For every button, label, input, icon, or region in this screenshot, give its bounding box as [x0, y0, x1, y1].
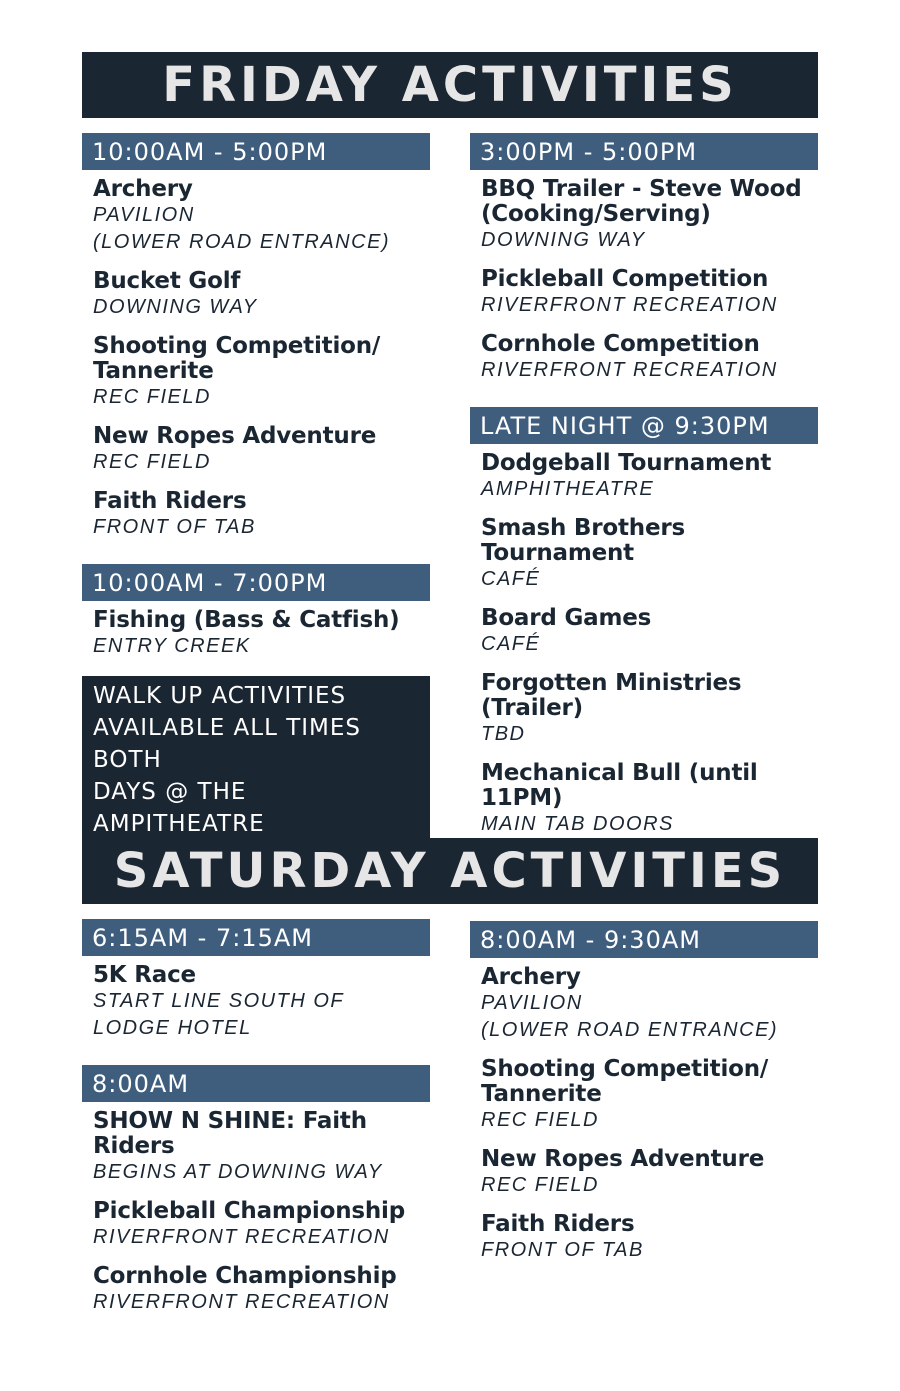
activity-name: Shooting Competition/ Tannerite [481, 1056, 769, 1107]
activity-name: Forgotten Ministries (Trailer) [481, 670, 742, 721]
activity-location: DOWNING WAY [481, 229, 646, 251]
activity-location: CAFÉ [481, 568, 541, 590]
activity-name: 5K Race [93, 962, 196, 988]
saturday-left-column [82, 919, 430, 1329]
activity-location: AMPHITHEATRE [481, 478, 655, 500]
activity-location: PAVILION (LOWER ROAD ENTRANCE) [481, 992, 779, 1041]
activity-name: Archery [481, 964, 581, 990]
activity-location: REC FIELD [481, 1174, 599, 1196]
activity-location: DOWNING WAY [93, 296, 258, 318]
activity-item [470, 332, 818, 384]
activity-name: Pickleball Championship [93, 1198, 405, 1224]
activity-item [82, 177, 430, 256]
activity-name: BBQ Trailer - Steve Wood (Cooking/Serving) [481, 176, 802, 227]
activity-location: RIVERFRONT RECREATION [93, 1291, 390, 1313]
activity-location: BEGINS AT DOWNING WAY [93, 1161, 383, 1183]
activity-location: TBD [481, 723, 526, 745]
saturday-title-banner: SATURDAY ACTIVITIES [82, 838, 818, 904]
activity-location: MAIN TAB DOORS [481, 813, 674, 835]
activity-name: Board Games [481, 605, 652, 631]
activity-name: Dodgeball Tournament [481, 450, 772, 476]
activity-name: Cornhole Competition [481, 331, 760, 357]
activity-location: REC FIELD [481, 1109, 599, 1131]
activity-item [82, 608, 430, 660]
activity-location: FRONT OF TAB [481, 1239, 644, 1261]
activity-item [82, 1199, 430, 1251]
saturday-right-column [470, 921, 818, 1277]
activity-location: FRONT OF TAB [93, 516, 256, 538]
activity-item [470, 671, 818, 748]
activity-item [82, 334, 430, 411]
activity-item [470, 516, 818, 593]
activity-name: Faith Riders [93, 488, 247, 514]
time-header: 8:00AM - 9:30AM [470, 921, 818, 958]
time-header: 6:15AM - 7:15AM [82, 919, 430, 956]
activity-item [470, 267, 818, 319]
activity-item [82, 424, 430, 476]
time-header: 8:00AM [82, 1065, 430, 1102]
activity-location: ENTRY CREEK [93, 635, 251, 657]
time-header: LATE NIGHT @ 9:30PM [470, 407, 818, 444]
activity-name: Pickleball Competition [481, 266, 769, 292]
time-header: 10:00AM - 5:00PM [82, 133, 430, 170]
activity-name: New Ropes Adventure [93, 423, 377, 449]
activity-name: New Ropes Adventure [481, 1146, 765, 1172]
activity-location: RIVERFRONT RECREATION [481, 294, 778, 316]
activity-name: Cornhole Championship [93, 1263, 397, 1289]
activity-item [470, 1147, 818, 1199]
activity-location: RIVERFRONT RECREATION [481, 359, 778, 381]
activity-item [470, 761, 818, 838]
activity-location: REC FIELD [93, 386, 211, 408]
activity-item [82, 269, 430, 321]
activity-item [82, 489, 430, 541]
activity-location: REC FIELD [93, 451, 211, 473]
activity-item [82, 1264, 430, 1316]
activity-item [470, 451, 818, 503]
activity-location: START LINE SOUTH OF LODGE HOTEL [93, 990, 345, 1039]
activity-location: CAFÉ [481, 633, 541, 655]
friday-right-column [470, 133, 818, 851]
activity-name: Bucket Golf [93, 268, 241, 294]
walkup-activities-note: WALK UP ACTIVITIES AVAILABLE ALL TIMES BOTH DAYS @ THE AMPITHEATRE [82, 676, 430, 844]
activity-name: Smash Brothers Tournament [481, 515, 685, 566]
activity-item [82, 963, 430, 1042]
activity-name: Faith Riders [481, 1211, 635, 1237]
activity-location: PAVILION (LOWER ROAD ENTRANCE) [93, 204, 391, 253]
time-header: 3:00PM - 5:00PM [470, 133, 818, 170]
friday-left-column [82, 133, 430, 844]
activity-item [470, 1212, 818, 1264]
activity-name: SHOW N SHINE: Faith Riders [93, 1108, 367, 1159]
activity-item [470, 177, 818, 254]
activity-item [470, 965, 818, 1044]
activity-location: RIVERFRONT RECREATION [93, 1226, 390, 1248]
activity-item [470, 606, 818, 658]
activity-name: Mechanical Bull (until 11PM) [481, 760, 758, 811]
activity-item [470, 1057, 818, 1134]
activity-name: Fishing (Bass & Catfish) [93, 607, 400, 633]
friday-title-banner: FRIDAY ACTIVITIES [82, 52, 818, 118]
activity-name: Shooting Competition/ Tannerite [93, 333, 381, 384]
activity-item [82, 1109, 430, 1186]
activity-name: Archery [93, 176, 193, 202]
time-header: 10:00AM - 7:00PM [82, 564, 430, 601]
